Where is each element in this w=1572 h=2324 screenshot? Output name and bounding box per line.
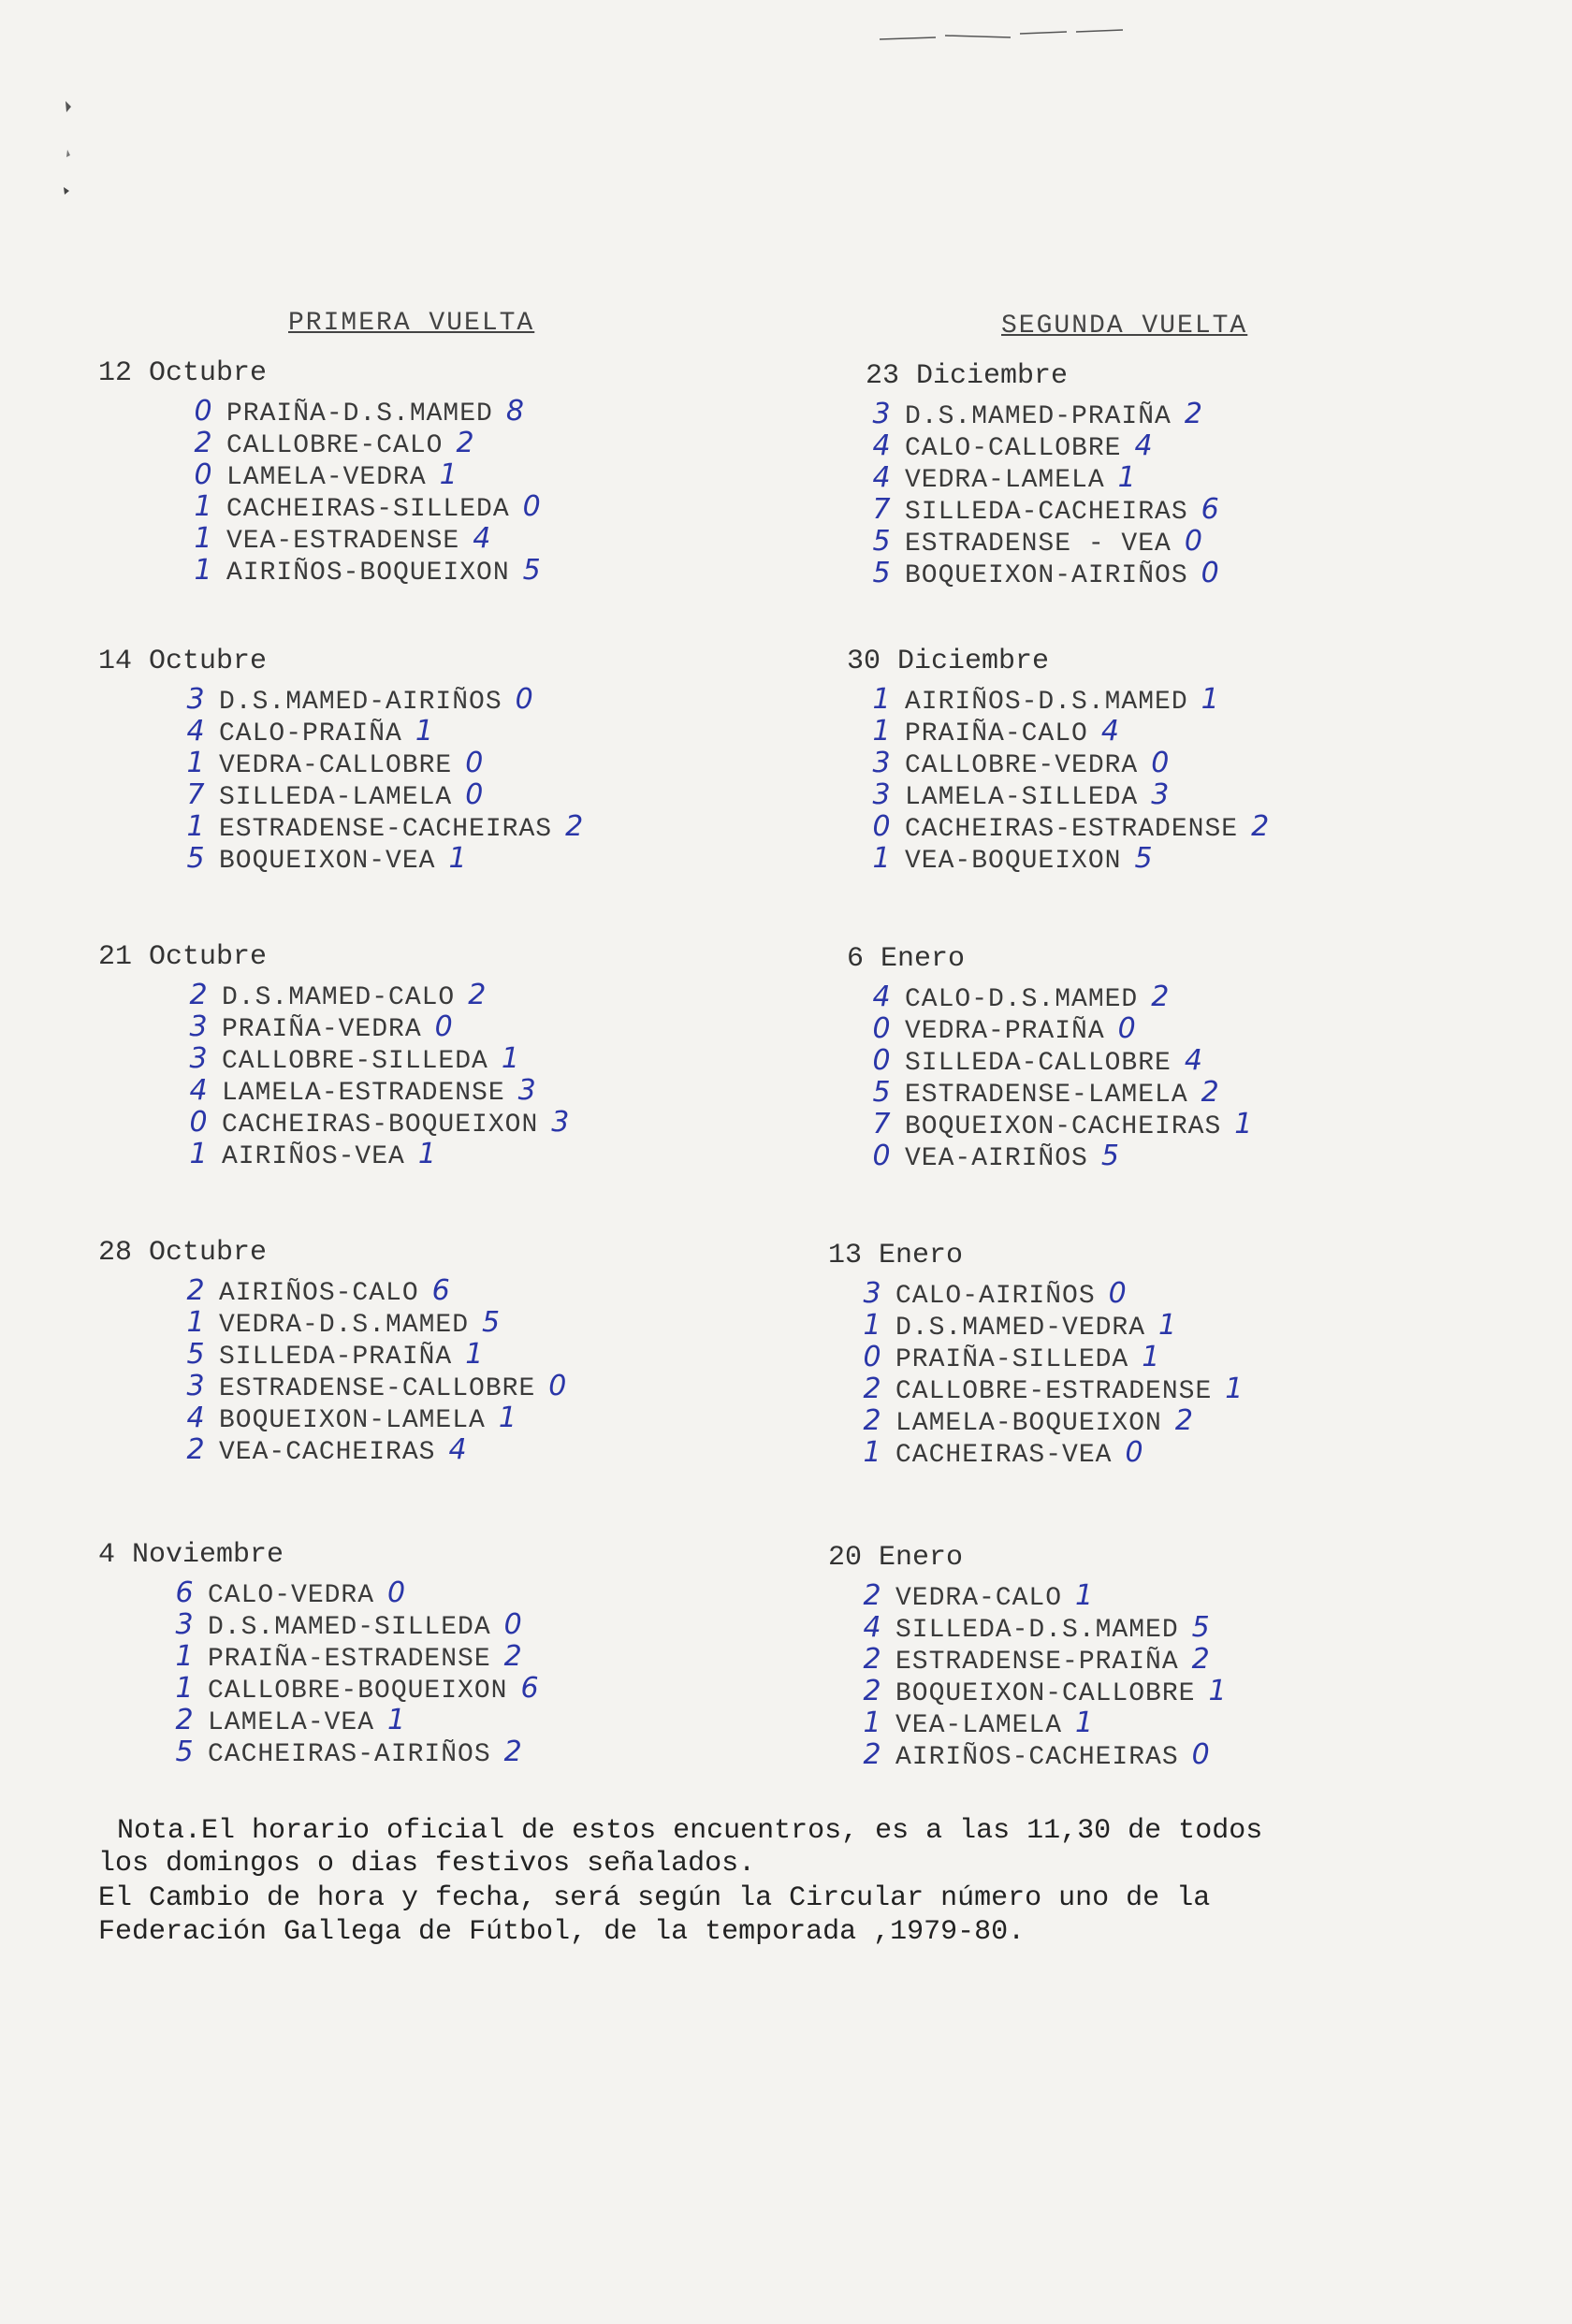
match-row <box>856 1675 1227 1707</box>
match-teams: PRAIÑA-VEDRA <box>222 1015 422 1044</box>
match-teams: SILLEDA-PRAIÑA <box>219 1343 453 1372</box>
home-score-handwritten: 3 <box>872 747 891 779</box>
match-teams: ESTRADENSE-CALLOBRE <box>219 1374 536 1403</box>
away-score-handwritten: 1 <box>501 1042 519 1075</box>
home-score-handwritten: 1 <box>872 683 891 716</box>
match-row <box>168 1672 539 1704</box>
match-teams: BOQUEIXON-CACHEIRAS <box>905 1112 1222 1141</box>
away-score-handwritten: 1 <box>417 1138 436 1170</box>
match-teams: VEDRA-D.S.MAMED <box>219 1311 470 1340</box>
home-score-handwritten: 1 <box>175 1640 194 1673</box>
away-score-handwritten: 0 <box>1117 1012 1136 1045</box>
away-score-handwritten: 0 <box>515 683 533 716</box>
matchday-date: 28 Octubre <box>98 1237 268 1269</box>
match-teams: LAMELA-BOQUEIXON <box>895 1409 1162 1438</box>
match-teams: VEA-LAMELA <box>895 1711 1063 1740</box>
away-score-handwritten: 5 <box>1191 1611 1210 1644</box>
match-row <box>856 1611 1210 1643</box>
match-row <box>187 522 490 554</box>
away-score-handwritten: 5 <box>1100 1140 1119 1172</box>
match-row <box>180 715 433 747</box>
match-row <box>856 1277 1127 1309</box>
match-row <box>168 1608 522 1640</box>
match-teams: BOQUEIXON-CALLOBRE <box>895 1679 1196 1708</box>
matchday-date: 6 Enero <box>847 943 966 975</box>
match-teams: CALO-PRAIÑA <box>219 719 402 748</box>
away-score-handwritten: 0 <box>1125 1436 1143 1469</box>
home-score-handwritten: 5 <box>175 1736 194 1768</box>
away-score-handwritten: 2 <box>1201 1076 1219 1109</box>
match-row <box>866 715 1119 747</box>
away-score-handwritten: 1 <box>1075 1707 1094 1739</box>
match-row <box>187 490 541 522</box>
match-row <box>856 1436 1143 1468</box>
match-teams: BOQUEIXON-AIRIÑOS <box>905 561 1188 590</box>
match-row <box>866 810 1269 842</box>
home-score-handwritten: 2 <box>863 1675 881 1707</box>
away-score-handwritten: 6 <box>520 1672 539 1705</box>
matchday-date: 30 Diciembre <box>847 646 1050 677</box>
away-score-handwritten: 2 <box>1191 1643 1210 1676</box>
away-score-handwritten: 2 <box>1184 398 1202 430</box>
match-row <box>182 1106 569 1138</box>
home-score-handwritten: 3 <box>189 1010 208 1043</box>
away-score-handwritten: 1 <box>1158 1309 1177 1342</box>
match-row <box>856 1341 1159 1373</box>
match-teams: AIRIÑOS-BOQUEIXON <box>226 559 510 588</box>
home-score-handwritten: 2 <box>863 1579 881 1612</box>
away-score-handwritten: 4 <box>473 522 491 555</box>
away-score-handwritten: 2 <box>1251 810 1270 843</box>
home-score-handwritten: 2 <box>175 1704 194 1736</box>
away-score-handwritten: 6 <box>1201 493 1219 526</box>
away-score-handwritten: 0 <box>434 1010 453 1043</box>
away-score-handwritten: 5 <box>1134 842 1153 875</box>
home-score-handwritten: 0 <box>872 1044 891 1077</box>
away-score-handwritten: 0 <box>522 490 541 523</box>
home-score-handwritten: 5 <box>186 1338 205 1371</box>
margin-marks <box>56 94 84 206</box>
match-teams: CALLOBRE-ESTRADENSE <box>895 1377 1213 1406</box>
match-row <box>866 1076 1219 1108</box>
matchday-date: 23 Diciembre <box>866 360 1069 392</box>
match-teams: D.S.MAMED-AIRIÑOS <box>219 688 502 717</box>
home-score-handwritten: 5 <box>872 525 891 558</box>
match-teams: ESTRADENSE - VEA <box>905 530 1172 559</box>
home-score-handwritten: 2 <box>863 1404 881 1437</box>
match-teams: D.S.MAMED-VEDRA <box>895 1314 1146 1343</box>
match-row <box>866 1044 1202 1076</box>
away-score-handwritten: 1 <box>1225 1373 1244 1405</box>
match-teams: SILLEDA-D.S.MAMED <box>895 1616 1179 1645</box>
match-teams: BOQUEIXON-VEA <box>219 847 436 876</box>
match-teams: CACHEIRAS-SILLEDA <box>226 495 510 524</box>
home-score-handwritten: 1 <box>194 554 212 587</box>
home-score-handwritten: 1 <box>863 1707 881 1739</box>
home-score-handwritten: 1 <box>194 490 212 523</box>
away-score-handwritten: 0 <box>465 778 484 811</box>
match-teams: CALO-VEDRA <box>208 1581 375 1610</box>
match-row <box>182 1074 536 1106</box>
home-score-handwritten: 0 <box>872 1140 891 1172</box>
away-score-handwritten: 5 <box>522 554 541 587</box>
away-score-handwritten: 3 <box>517 1074 536 1107</box>
match-row <box>187 554 541 586</box>
home-score-handwritten: 3 <box>872 778 891 811</box>
match-teams: SILLEDA-CACHEIRAS <box>905 498 1188 527</box>
away-score-handwritten: 0 <box>548 1370 567 1402</box>
match-row <box>866 1012 1136 1044</box>
match-row <box>856 1404 1193 1436</box>
match-row <box>180 1274 450 1306</box>
match-row <box>866 980 1169 1012</box>
away-score-handwritten: 0 <box>1191 1738 1210 1771</box>
home-score-handwritten: 3 <box>175 1608 194 1641</box>
away-score-handwritten: 2 <box>565 810 584 843</box>
match-teams: PRAIÑA-CALO <box>905 719 1088 748</box>
home-score-handwritten: 0 <box>194 395 212 428</box>
match-teams: LAMELA-SILLEDA <box>905 783 1139 812</box>
home-score-handwritten: 1 <box>872 715 891 748</box>
match-teams: AIRIÑOS-CACHEIRAS <box>895 1743 1179 1772</box>
away-score-handwritten: 2 <box>468 979 487 1011</box>
home-score-handwritten: 3 <box>189 1042 208 1075</box>
match-teams: LAMELA-VEA <box>208 1708 375 1737</box>
matchday-date: 14 Octubre <box>98 646 268 677</box>
match-row <box>180 842 467 874</box>
home-score-handwritten: 4 <box>872 461 891 494</box>
away-score-handwritten: 2 <box>1174 1404 1193 1437</box>
match-row <box>866 778 1169 810</box>
away-score-handwritten: 1 <box>1234 1108 1253 1140</box>
match-teams: D.S.MAMED-SILLEDA <box>208 1613 491 1642</box>
note-line-1: Nota.El horario oficial de estos encuentros, es a las 11,30 de todos <box>117 1815 1263 1847</box>
home-score-handwritten: 2 <box>194 427 212 459</box>
away-score-handwritten: 0 <box>1201 557 1219 589</box>
match-teams: CALLOBRE-SILLEDA <box>222 1047 488 1076</box>
match-row <box>187 395 524 427</box>
match-row <box>866 429 1153 461</box>
match-teams: VEA-ESTRADENSE <box>226 527 460 556</box>
match-row <box>180 1306 500 1338</box>
match-row <box>866 493 1219 525</box>
home-score-handwritten: 7 <box>872 1108 891 1140</box>
second-round-heading: SEGUNDA VUELTA <box>1001 312 1248 341</box>
away-score-handwritten: 1 <box>415 715 433 748</box>
note-line-2: los domingos o dias festivos señalados. <box>98 1848 756 1880</box>
match-teams: ESTRADENSE-CACHEIRAS <box>219 815 553 844</box>
home-score-handwritten: 4 <box>872 980 891 1013</box>
home-score-handwritten: 4 <box>863 1611 881 1644</box>
match-row <box>182 1138 436 1169</box>
away-score-handwritten: 1 <box>1201 683 1219 716</box>
match-row <box>182 979 486 1010</box>
match-row <box>168 1736 522 1767</box>
match-teams: VEDRA-LAMELA <box>905 466 1105 495</box>
away-score-handwritten: 2 <box>456 427 474 459</box>
home-score-handwritten: 5 <box>872 1076 891 1109</box>
match-teams: CACHEIRAS-AIRIÑOS <box>208 1740 491 1769</box>
match-row <box>168 1576 405 1608</box>
home-score-handwritten: 4 <box>189 1074 208 1107</box>
away-score-handwritten: 4 <box>1184 1044 1202 1077</box>
away-score-handwritten: 6 <box>431 1274 450 1307</box>
first-round-heading: PRIMERA VUELTA <box>288 309 535 338</box>
match-row <box>180 1338 483 1370</box>
away-score-handwritten: 4 <box>1100 715 1119 748</box>
match-teams: VEA-CACHEIRAS <box>219 1438 436 1467</box>
match-teams: PRAIÑA-D.S.MAMED <box>226 399 493 428</box>
home-score-handwritten: 7 <box>872 493 891 526</box>
away-score-handwritten: 0 <box>1151 747 1170 779</box>
match-row <box>187 458 458 490</box>
away-score-handwritten: 4 <box>448 1433 467 1466</box>
match-row <box>180 1433 467 1465</box>
away-score-handwritten: 0 <box>1108 1277 1127 1310</box>
match-teams: AIRIÑOS-CALO <box>219 1279 419 1308</box>
match-teams: PRAIÑA-ESTRADENSE <box>208 1645 491 1674</box>
match-teams: D.S.MAMED-PRAIÑA <box>905 402 1172 431</box>
match-row <box>182 1042 519 1074</box>
matchday-date: 12 Octubre <box>98 357 268 389</box>
match-row <box>180 1370 566 1402</box>
away-score-handwritten: 1 <box>387 1704 406 1736</box>
match-row <box>866 461 1136 493</box>
match-row <box>856 1579 1093 1611</box>
match-row <box>856 1707 1093 1738</box>
match-row <box>168 1704 405 1736</box>
away-score-handwritten: 0 <box>387 1576 406 1609</box>
away-score-handwritten: 1 <box>1142 1341 1160 1373</box>
away-score-handwritten: 2 <box>1151 980 1170 1013</box>
home-score-handwritten: 2 <box>863 1373 881 1405</box>
match-teams: CALLOBRE-BOQUEIXON <box>208 1677 508 1706</box>
match-row <box>856 1309 1176 1341</box>
away-score-handwritten: 1 <box>448 842 467 875</box>
away-score-handwritten: 3 <box>1151 778 1170 811</box>
match-teams: AIRIÑOS-D.S.MAMED <box>905 688 1188 717</box>
match-teams: VEA-BOQUEIXON <box>905 847 1122 876</box>
away-score-handwritten: 1 <box>465 1338 484 1371</box>
note-line-3: El Cambio de hora y fecha, será según la Circular número uno de la <box>98 1882 1211 1914</box>
away-score-handwritten: 1 <box>1075 1579 1094 1612</box>
home-score-handwritten: 1 <box>186 810 205 843</box>
match-row <box>856 1643 1210 1675</box>
match-teams: SILLEDA-CALLOBRE <box>905 1049 1172 1078</box>
away-score-handwritten: 4 <box>1134 429 1153 462</box>
away-score-handwritten: 5 <box>482 1306 501 1339</box>
match-row <box>866 1108 1252 1140</box>
away-score-handwritten: 2 <box>503 1736 522 1768</box>
home-score-handwritten: 2 <box>186 1433 205 1466</box>
top-scribble <box>880 26 1142 45</box>
match-row <box>180 747 483 778</box>
match-teams: AIRIÑOS-VEA <box>222 1142 405 1171</box>
home-score-handwritten: 4 <box>186 715 205 748</box>
home-score-handwritten: 5 <box>186 842 205 875</box>
home-score-handwritten: 4 <box>186 1402 205 1434</box>
home-score-handwritten: 1 <box>186 1306 205 1339</box>
home-score-handwritten: 2 <box>189 979 208 1011</box>
match-row <box>866 557 1219 588</box>
away-score-handwritten: 1 <box>498 1402 517 1434</box>
home-score-handwritten: 0 <box>872 810 891 843</box>
match-teams: CALLOBRE-CALO <box>226 431 444 460</box>
away-score-handwritten: 0 <box>1184 525 1202 558</box>
away-score-handwritten: 0 <box>465 747 484 779</box>
match-teams: CALO-CALLOBRE <box>905 434 1122 463</box>
away-score-handwritten: 1 <box>1117 461 1136 494</box>
match-row <box>866 683 1219 715</box>
home-score-handwritten: 3 <box>186 1370 205 1402</box>
home-score-handwritten: 0 <box>872 1012 891 1045</box>
matchday-date: 13 Enero <box>828 1240 964 1271</box>
match-row <box>182 1010 453 1042</box>
match-row <box>180 778 483 810</box>
away-score-handwritten: 8 <box>505 395 524 428</box>
home-score-handwritten: 2 <box>863 1643 881 1676</box>
away-score-handwritten: 3 <box>551 1106 570 1139</box>
match-row <box>866 842 1153 874</box>
match-teams: VEDRA-CALLOBRE <box>219 751 453 780</box>
home-score-handwritten: 7 <box>186 778 205 811</box>
match-teams: BOQUEIXON-LAMELA <box>219 1406 486 1435</box>
match-teams: CACHEIRAS-BOQUEIXON <box>222 1111 539 1140</box>
match-row <box>180 683 533 715</box>
away-score-handwritten: 1 <box>439 458 458 491</box>
match-teams: CALO-AIRIÑOS <box>895 1282 1096 1311</box>
match-teams: LAMELA-VEDRA <box>226 463 427 492</box>
home-score-handwritten: 0 <box>863 1341 881 1373</box>
home-score-handwritten: 1 <box>189 1138 208 1170</box>
match-teams: VEA-AIRIÑOS <box>905 1144 1088 1173</box>
match-teams: ESTRADENSE-PRAIÑA <box>895 1648 1179 1677</box>
home-score-handwritten: 1 <box>186 747 205 779</box>
match-row <box>168 1640 522 1672</box>
home-score-handwritten: 0 <box>194 458 212 491</box>
note-line-4: Federación Gallega de Fútbol, de la temporada ,1979-80. <box>98 1916 1026 1948</box>
match-row <box>180 1402 517 1433</box>
match-row <box>866 398 1202 429</box>
match-teams: VEDRA-CALO <box>895 1584 1063 1613</box>
match-teams: LAMELA-ESTRADENSE <box>222 1079 505 1108</box>
away-score-handwritten: 0 <box>503 1608 522 1641</box>
match-teams: D.S.MAMED-CALO <box>222 983 456 1012</box>
home-score-handwritten: 3 <box>186 683 205 716</box>
match-teams: SILLEDA-LAMELA <box>219 783 453 812</box>
match-row <box>187 427 474 458</box>
match-row <box>866 525 1202 557</box>
home-score-handwritten: 5 <box>872 557 891 589</box>
home-score-handwritten: 1 <box>175 1672 194 1705</box>
matchday-date: 21 Octubre <box>98 941 268 973</box>
match-teams: PRAIÑA-SILLEDA <box>895 1345 1129 1374</box>
home-score-handwritten: 1 <box>872 842 891 875</box>
match-teams: ESTRADENSE-LAMELA <box>905 1081 1188 1110</box>
away-score-handwritten: 2 <box>503 1640 522 1673</box>
home-score-handwritten: 2 <box>863 1738 881 1771</box>
home-score-handwritten: 3 <box>863 1277 881 1310</box>
home-score-handwritten: 1 <box>863 1309 881 1342</box>
home-score-handwritten: 6 <box>175 1576 194 1609</box>
matchday-date: 4 Noviembre <box>98 1539 284 1571</box>
match-row <box>856 1373 1243 1404</box>
match-teams: CACHEIRAS-VEA <box>895 1441 1113 1470</box>
match-teams: CALLOBRE-VEDRA <box>905 751 1139 780</box>
home-score-handwritten: 1 <box>194 522 212 555</box>
home-score-handwritten: 1 <box>863 1436 881 1469</box>
match-teams: CALO-D.S.MAMED <box>905 985 1139 1014</box>
match-row <box>866 747 1169 778</box>
match-row <box>866 1140 1119 1171</box>
match-row <box>856 1738 1210 1770</box>
away-score-handwritten: 1 <box>1208 1675 1227 1707</box>
home-score-handwritten: 4 <box>872 429 891 462</box>
match-teams: CACHEIRAS-ESTRADENSE <box>905 815 1239 844</box>
matchday-date: 20 Enero <box>828 1542 964 1574</box>
match-teams: VEDRA-PRAIÑA <box>905 1017 1105 1046</box>
home-score-handwritten: 0 <box>189 1106 208 1139</box>
home-score-handwritten: 2 <box>186 1274 205 1307</box>
home-score-handwritten: 3 <box>872 398 891 430</box>
match-row <box>180 810 583 842</box>
